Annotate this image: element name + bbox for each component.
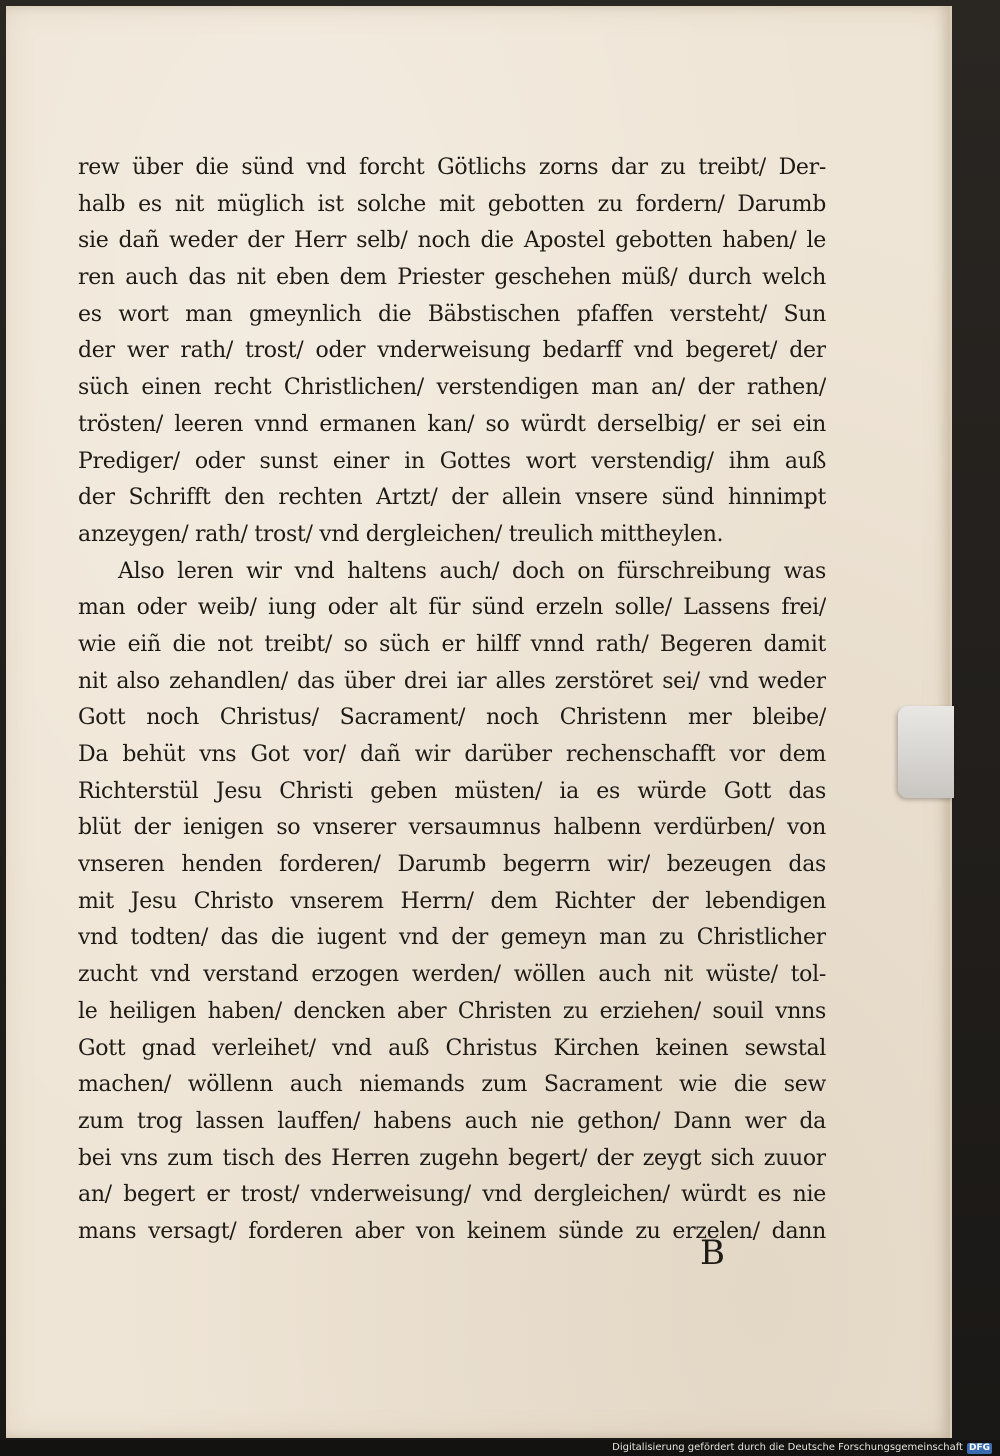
- text-line: Also leren wir vnd haltens auch/ doch on fürschreibung was: [118, 558, 826, 584]
- text-line: süch einen recht Christlichen/ verstendigen man an/ der rathen/: [78, 375, 826, 401]
- scanner-clip: [898, 706, 954, 798]
- text-line: halb es nit müglich ist solche mit gebotten zu fordern/ Darumb: [78, 191, 826, 217]
- text-line: nit also zehandlen/ das über drei iar alles zerstöret sei/ vnd weder: [78, 668, 826, 694]
- text-line: zum trog lassen lauffen/ habens auch nie gethon/ Dann wer da: [78, 1108, 826, 1134]
- signature-mark: B: [700, 1233, 725, 1273]
- text-line: Prediger/ oder sunst einer in Gottes wort verstendig/ ihm auß: [78, 448, 826, 474]
- text-line: man oder weib/ iung oder alt für sünd erzeln solle/ Lassens frei/: [78, 595, 826, 621]
- text-line: der Schrifft den rechten Artzt/ der allein vnsere sünd hinnimpt: [78, 485, 826, 511]
- text-line: vnseren henden forderen/ Darumb begerrn wir/ bezeugen das: [78, 852, 826, 878]
- text-line: machen/ wöllenn auch niemands zum Sacrament wie die sew: [78, 1072, 826, 1098]
- text-line: Richterstül Jesu Christi geben müsten/ ia es würde Gott das: [78, 778, 826, 804]
- footer-credit: [612, 1440, 992, 1456]
- text-line: le heiligen haben/ dencken aber Christen zu erziehen/ souil vnns: [78, 998, 826, 1024]
- footer-credit-text: Digitalisierung gefördert durch die Deutsche Forschungsgemeinschaft: [612, 1442, 963, 1453]
- text-line: Da behüt vns Got vor/ dañ wir darüber rechenschafft vor dem: [78, 742, 826, 767]
- text-line: wie eiñ die not treibt/ so süch er hilff vnnd rath/ Begeren damit: [78, 631, 826, 657]
- text-line: bei vns zum tisch des Herren zugehn begert/ der zeygt sich zuuor: [78, 1145, 826, 1171]
- text-line: ren auch das nit eben dem Priester geschehen müß/ durch welch: [78, 265, 826, 291]
- text-line: blüt der ienigen so vnserer versaumnus halbenn verdürben/ von: [78, 815, 826, 841]
- text-line: mit Jesu Christo vnserem Herrn/ dem Richter der lebendigen: [78, 888, 826, 914]
- text-line: anzeygen/ rath/ trost/ vnd dergleichen/ treulich mittheylen.: [78, 521, 724, 547]
- text-line: an/ begert er trost/ vnderweisung/ vnd dergleichen/ würdt es nie: [78, 1182, 826, 1208]
- text-line: mans versagt/ forderen aber von keinem sünde zu erzelen/ dann: [78, 1218, 826, 1244]
- text-line: trösten/ leeren vnnd ermanen kan/ so würdt derselbig/ er sei ein: [78, 411, 826, 437]
- text-line: sie dañ weder der Herr selb/ noch die Apostel gebotten haben/ le: [78, 228, 826, 254]
- text-line: der wer rath/ trost/ oder vnderweisung bedarff vnd begeret/ der: [78, 338, 826, 364]
- text-line: Gott noch Christus/ Sacrament/ noch Christenn mer bleibe/: [78, 705, 826, 731]
- body-text: [78, 150, 826, 1251]
- text-line: Gott gnad verleihet/ vnd auß Christus Kirchen keinen sewstal: [78, 1035, 826, 1061]
- dfg-logo-icon: DFG: [968, 1442, 990, 1453]
- text-line: es wort man gmeynlich die Bäbstischen pfaffen versteht/ Sun: [78, 301, 826, 327]
- text-line: vnd todten/ das die iugent vnd der gemeyn man zu Christlicher: [78, 925, 826, 951]
- text-line: rew über die sünd vnd forcht Götlichs zorns dar zu treibt/ Der-: [78, 155, 826, 180]
- text-line: zucht vnd verstand erzogen werden/ wöllen auch nit wüste/ tol-: [78, 962, 826, 988]
